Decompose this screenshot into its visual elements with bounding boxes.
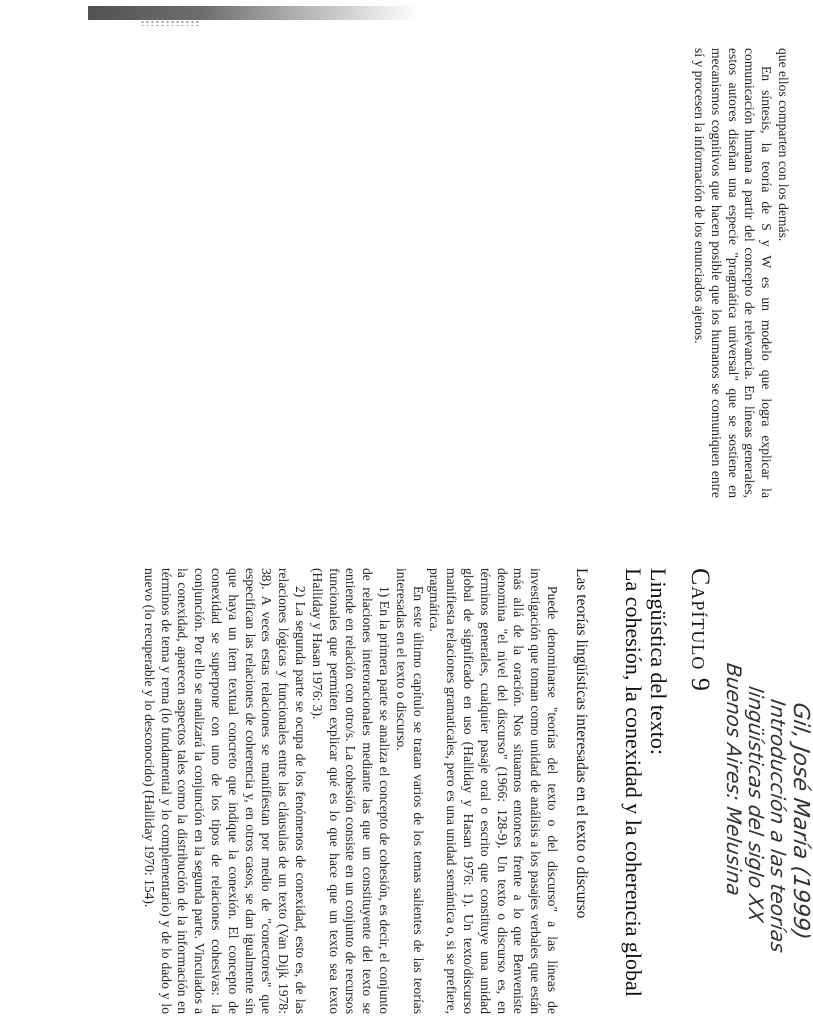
handwritten-line: Introducción a las teorías: [766, 697, 790, 955]
paragraph: Puede denominarse "teorías del texto o del discurso" a las líneas de investigación que toman como unidad de análisis a los pasajes verbales que están más allá de la oración. Nos situamos entonces frente a lo que Benveniste denomina "el nivel del discurso" (1966: 128-9). Un texto o discurso es, en términos generales, cualquier pasaje oral o escrito que constituye una unidad global de significado en uso (Halliday y Hasan 1976: 1). Un texto/discurso manifiesta relaciones gramaticales, pero es una unidad semántica o, si se prefiere, pragmática.: [427, 568, 560, 1014]
chapter-title-line: Lingüística del texto:: [646, 568, 671, 755]
left-column: [690, 48, 813, 498]
section-body: [140, 568, 560, 1014]
chapter-title: [621, 568, 671, 1014]
scan-edge-smudge: [88, 6, 418, 20]
handwritten-line: lingüísticas del siglo XX: [744, 684, 768, 924]
chapter-title-line: La cohesión, la conexidad y la coherencia global: [621, 568, 646, 997]
handwritten-line: Buenos Aires: Melusina: [722, 661, 746, 898]
chapter-label: Capítulo 9: [686, 568, 715, 692]
scan-noise: [140, 16, 200, 26]
paragraph: 2) La segunda parte se ocupa de los fenómenos de conexidad, esto es, de las relaciones lógicas y funcionales entre las cláusulas de un texto (Van Dijk 1978: 38). A veces estas relaciones se manifiestan por medio de "conectores" que especifican las relaciones de coherencia y, en otros casos, se dan igualmente sin que haya un ítem textual concreto que indique la conexión. El concepto de conexidad se superpone con uno de los tipos de relaciones cohesivas: la conjunción. Por ello se analizará la conjunción en la segunda parte. Vinculados a la conexidad, aparecen aspectos tales como la distribución de la información en términos de tema y rema (lo fundamental y lo complementario) y de lo dado y lo nuevo (lo recuperable y lo desconocido) (Halliday 1970: 154).: [141, 568, 309, 1014]
handwritten-line: Gil, José María (1999): [788, 700, 813, 941]
rotated-page: [93, 28, 813, 1028]
section-heading: Las teorías lingüísticas interesadas en el texto o discurso: [573, 568, 590, 919]
paragraph: que ellos comparten con los demás.: [776, 48, 791, 242]
handwritten-note: [723, 622, 811, 1034]
paragraph: En este último capítulo se tratan varios de los temas salientes de las teorías interesadas en el texto o discurso.: [393, 568, 426, 1014]
paragraph: En síntesis, la teoría de S y W es un modelo que logra explicar la comunicación humana a partir del concepto de relevancia. En líneas generales, estos autores diseñan una especie "pragmática universal" que se sostiene en mecanismos cognitivos que hacen posible que los humanos se comuniquen entre sí y procesen la información de los enunciados ajenos.: [692, 48, 775, 498]
paragraph: 1) En la primera parte se analiza el concepto de cohesión, es decir, el conjunto de relaciones interoracionales mediante las que un constituyente del texto se entiende en relación con otro/s. La cohesión consiste en un conjunto de recursos funcionales que permiten explicar qué es lo que hace que un texto sea texto (Halliday y Hasan 1976: 3).: [309, 568, 393, 1014]
right-column: [140, 568, 813, 1014]
